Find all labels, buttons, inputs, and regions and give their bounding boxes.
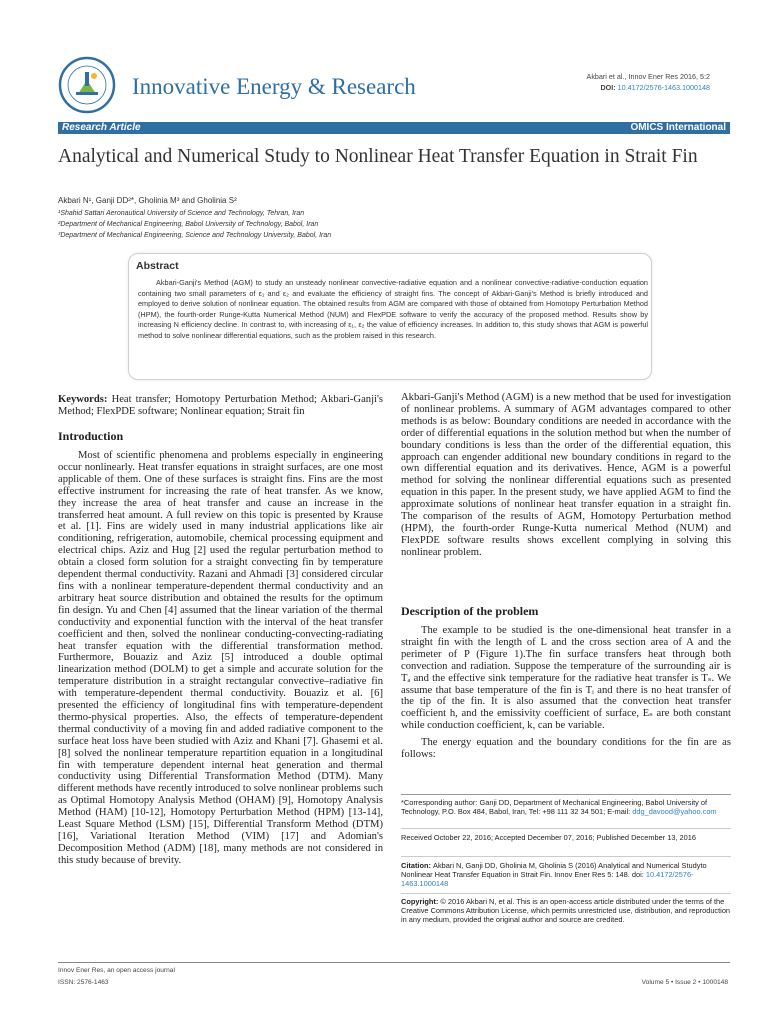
article-type: Research Article — [62, 122, 141, 133]
footnote-divider-1 — [401, 828, 731, 829]
citation-line: Akbari et al., Innov Ener Res 2016, 5:2 — [586, 72, 710, 81]
journal-logo — [58, 56, 116, 114]
footer-journal: Innov Ener Res, an open access journal — [58, 967, 175, 974]
corresponding-author — [401, 798, 731, 816]
doi-line — [600, 83, 710, 92]
affiliation-2: ²Department of Mechanical Engineering, Babol University of Technology, Babol, Iran — [58, 221, 319, 228]
citation-doi-link[interactable]: 10.4172/2576-1463.1000148 — [401, 870, 694, 889]
footer-volume: Volume 5 • Issue 2 • 1000148 — [641, 979, 728, 986]
problem-paragraph-2: The energy equation and the boundary conditions for the fin are as follows: — [401, 737, 731, 761]
keywords — [58, 394, 383, 418]
agm-intro-paragraph: Akbari-Ganji's Method (AGM) is a new method that be used for investigation of nonlinear problems. A summary of AGM advantages compared to other methods is as below: Boundary conditions are needed in accordance with the order of differential equations in the solution method but when the number of boundary conditions is less than the order of the differential equation, this approach can engender additional new boundary conditions in regard to the own differential equation and its derivatives. Hence, AGM is a powerful method for solving the nonlinear differential equations such as presented equation in this paper. In the present study, we have applied AGM to find the approximate solutions of nonlinear heat transfer equation in a straight fin. The comparison of the results of AGM, Homotopy Perturbation method (HPM), the fourth-order Runge-Kutta numerical Method (NUM) and FlexPDE software results shows excellent complying in solving this nonlinear problem. — [401, 392, 731, 558]
problem-body — [401, 625, 731, 761]
citation-text: Akbari N, Ganji DD, Gholinia M, Gholinia S (2016) Analytical and Numerical Studyto Nonlinear Heat Transfer Equation in Strait Fin. Innov Ener Res 5: 148. doi: — [401, 861, 707, 880]
introduction-heading: Introduction — [58, 429, 124, 443]
article-type-bar — [58, 122, 730, 134]
abstract-heading: Abstract — [136, 260, 179, 272]
doi-link[interactable]: 10.4172/2576-1463.1000148 — [617, 83, 710, 92]
footnote-divider-3 — [401, 893, 731, 894]
corresponding-text: *Corresponding author: Ganji DD, Department of Mechanical Engineering, Babol University of Technology, P.O. Box 484, Babol, Iran, Tel: +98 111 32 34 501; E-mail: — [401, 798, 708, 817]
email-link[interactable]: ddg_davood@yahoo.com — [632, 807, 717, 817]
problem-heading: Description of the problem — [401, 604, 539, 618]
problem-paragraph-1: The example to be studied is the one-dimensional heat transfer in a straight fin with the length of L and the cross section area of A and the perimeter of P (Figure 1).The fin surface transfers heat through both convection and radiation. Suppose the temperature of the surrounding air is Tₐ and the effective sink temperature for the radiative heat transfer is Tₛ. We assume that base temperature of the fin is Tᵢ and there is no heat transfer of the tip of the fin. It is also assumed that the convection heat transfer coefficient h, and the emissivity coefficient of surface, Eₛ are both constant while conduction coefficient, k, can be variable. — [401, 625, 731, 732]
affiliation-1: ¹Shahid Sattari Aeronautical University of Science and Technology, Tehran, Iran — [58, 210, 305, 217]
introduction-body — [58, 450, 383, 867]
journal-title: Innovative Energy & Research — [132, 74, 416, 99]
keywords-label: Keywords: — [58, 394, 108, 405]
abstract-text: Akbari-Ganji's Method (AGM) to study an unsteady nonlinear convective-radiative equation and a nonlinear convective-radiative-conduction equation containing two small parameters of ε₁ and ε₂ and evaluate the efficiency of straight fins. The concept of Akbari-Ganji's Method is briefly introduced and employed to derive solution of nonlinear equation. The obtained results from AGM are compared with those of obtained from Homotopy Perturbation Method (HPM), the fourth-order Runge-Kutta Numerical Method (NUM) and FlexPDE software to verify the accuracy of the proposed method. Results show by increasing N efficiency decline. In contrast to, with increasing of ε₁, ε₂ the value of efficiency increases. In addition to, this study shows that AGM is powerful method to solve nonlinear differential equations, such as the problem raised in this research. — [138, 278, 648, 340]
author-list: Akbari N¹, Ganji DD²*, Gholinia M³ and Gholinia S² — [58, 196, 237, 205]
publisher-name: OMICS International — [630, 122, 726, 133]
article-title: Analytical and Numerical Study to Nonlinear Heat Transfer Equation in Strait Fin — [58, 146, 698, 167]
copyright-label: Copyright: — [401, 897, 441, 906]
affiliation-3: ³Department of Mechanical Engineering, Science and Technology University, Babol, Iran — [58, 232, 332, 239]
footnote-divider-2 — [401, 856, 731, 857]
copyright-text: © 2016 Akbari N, et al. This is an open-access article distributed under the terms of the Creative Commons Attribution License, which permits unrestricted use, distribution, and reproduction in any medium, provided the original author and source are credited. — [401, 897, 731, 925]
doi-label: DOI: — [600, 83, 618, 92]
citation-label: Citation: — [401, 861, 434, 870]
agm-intro — [401, 392, 731, 559]
footer-rule — [58, 962, 730, 963]
introduction-paragraph: Most of scientific phenomena and problems especially in engineering occur nonlinearly. Heat transfer equations in straight surfaces, are one most applicable of them. One of these surfaces is straight fins. Fins are the most effective instrument for increasing the rate of heat transfer. As we know, they increase the area of heat transfer and cause an increase in the transferred heat amount. A full review on this topic is presented by Krause et al. [1]. Fins are widely used in many industrial applications like air conditioning, refrigeration, automobile, chemical processing equipment and electrical chips. Aziz and Hug [2] used the regular perturbation method to obtain a closed form solution for a straight convecting fin by temperature dependent thermal conductivity. Razani and Ahmadi [3] considered circular fins with a nonlinear temperature-dependent thermal conductivity and an arbitrary heat source distribution and obtained the results for the optimum fin design. Yu and Chen [4] assumed that the linear variation of the thermal conductivity and exponential function with the interval of the heat transfer coefficient and then, solved the nonlinear conducting-convecting-radiating heat transfer equation with the differential transformation method. Furthermore, Bouaziz and Aziz [5] introduced a double optimal linearization method (DOLM) to get a simple and accurate solution for the temperature distribution in a straight rectangular convective–radiative fin with temperature-dependent thermal conductivity. Bouaziz et al. [6] presented the efficiency of longitudinal fins with temperature-dependent thermo-physical properties. Also, the effects of temperature-dependent thermal conductivity of a moving fin and added radiative component to the surface heat loss have been studied with Aziz and Khani [7]. Ghasemi et al. [8] solved the nonlinear temperature repartition equation in a longitudinal fin with temperature dependent internal heat generation and thermal conductivity using Differential Transformation Method (DTM). Many different methods have recently introduced to solve nonlinear problems such as Optimal Homotopy Analysis Method (OHAM) [9], Homotopy Analysis Method (HAM) [10-12], Homotopy Perturbation Method (HPM) [13-14], Least Square Method (LSM) [15], Differential Transform Method (DTM) [16], Variational Iteration Method (VIM) [17] and Adomian's Decomposition Method (ADM) [18], many methods are not considered in this study because of brevity. — [58, 450, 383, 866]
copyright-note — [401, 897, 731, 925]
keywords-text: Heat transfer; Homotopy Perturbation Method; Akbari-Ganji's Method; FlexPDE software; Nonlinear equation; Strait fin — [58, 394, 383, 417]
received-dates: Received October 22, 2016; Accepted December 07, 2016; Published December 13, 2016 — [401, 833, 696, 842]
citation-note — [401, 861, 731, 889]
footnote-separator — [401, 794, 731, 795]
footer-issn: ISSN: 2576-1463 — [58, 979, 109, 986]
